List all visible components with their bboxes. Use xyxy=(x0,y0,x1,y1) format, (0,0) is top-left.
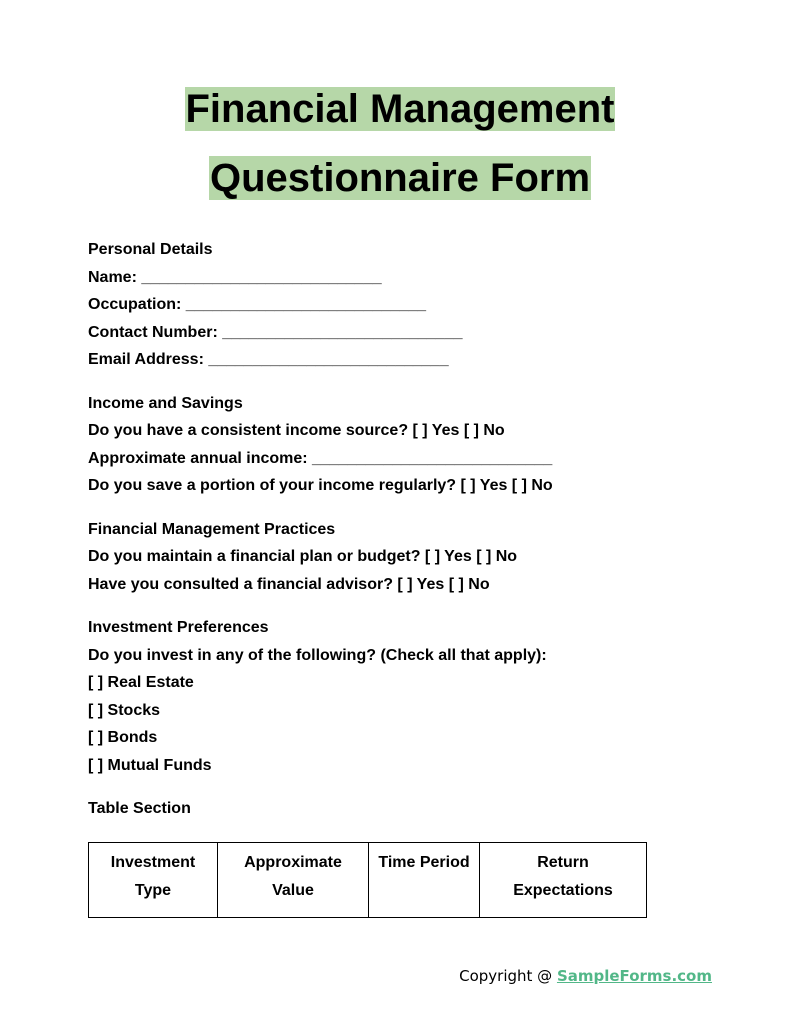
contact-field: Contact Number: ___________________________ xyxy=(88,323,463,341)
column-time-period: Time Period xyxy=(369,843,480,918)
email-field: Email Address: ___________________________ xyxy=(88,351,449,368)
investment-option-stocks: [ ] Stocks xyxy=(88,701,161,719)
title-line-2: Questionnaire Form xyxy=(209,156,591,200)
copyright-footer xyxy=(459,965,712,987)
column-return-expectations: Return Expectations xyxy=(480,843,647,918)
investment-table xyxy=(88,842,647,918)
occupation-field: Occupation: ___________________________ xyxy=(88,296,427,313)
income-heading: Income and Savings xyxy=(88,394,243,412)
form-body xyxy=(88,236,728,823)
brand-link[interactable]: SampleForms.com xyxy=(556,967,712,985)
title-line-1: Financial Management xyxy=(185,87,615,131)
name-field: Name: ___________________________ xyxy=(88,268,382,286)
income-question-3: Do you save a portion of your income regularly? [ ] Yes [ ] No xyxy=(88,477,553,494)
table-header-row xyxy=(89,843,647,918)
investment-option-real-estate: [ ] Real Estate xyxy=(88,674,194,691)
investment-option-mutual-funds: [ ] Mutual Funds xyxy=(88,756,212,774)
income-question-1: Do you have a consistent income source? [ ] Yes [ ] No xyxy=(88,422,505,439)
income-question-2: Approximate annual income: ___________________________ xyxy=(88,449,553,467)
table-heading: Table Section xyxy=(88,800,191,817)
personal-heading: Personal Details xyxy=(88,241,213,258)
practices-question-1: Do you maintain a financial plan or budget? [ ] Yes [ ] No xyxy=(88,548,518,565)
copyright-text: Copyright @ xyxy=(459,967,557,985)
column-investment-type: Investment Type xyxy=(89,843,218,918)
investment-option-bonds: [ ] Bonds xyxy=(88,729,158,746)
investment-question: Do you invest in any of the following? (Check all that apply): xyxy=(88,646,547,664)
investment-heading: Investment Preferences xyxy=(88,619,269,636)
practices-heading: Financial Management Practices xyxy=(88,520,336,538)
column-approximate-value: Approximate Value xyxy=(218,843,369,918)
practices-question-2: Have you consulted a financial advisor? [ ] Yes [ ] No xyxy=(88,575,490,593)
